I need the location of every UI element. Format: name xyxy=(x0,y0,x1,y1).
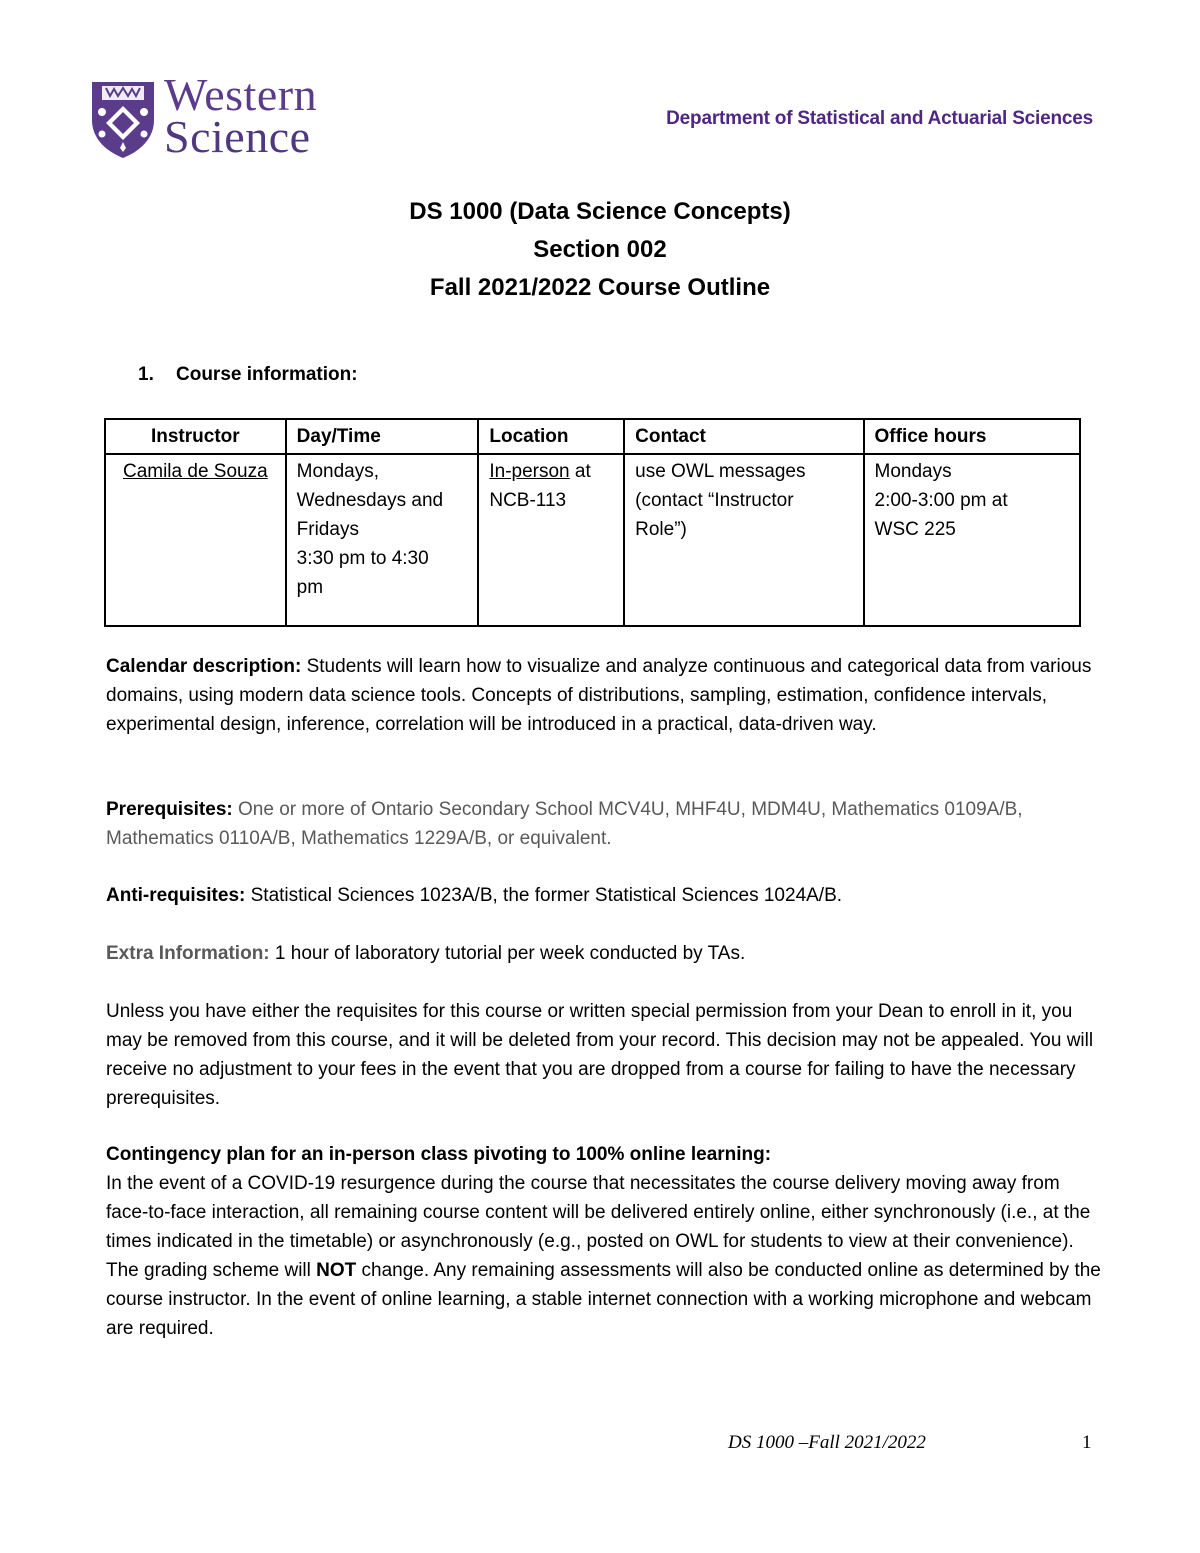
contingency-not: NOT xyxy=(316,1260,357,1281)
extra-text: 1 hour of laboratory tutorial per week conducted by TAs. xyxy=(269,943,746,964)
location-at: at xyxy=(569,461,591,482)
office-line: 2:00-3:00 pm at xyxy=(874,490,1008,511)
antirequisites-text: Statistical Sciences 1023A/B, the former Statistical Sciences 1024A/B. xyxy=(245,885,843,906)
page-number: 1 xyxy=(1082,1432,1092,1453)
title-line1: DS 1000 (Data Science Concepts) xyxy=(409,198,791,225)
contingency-text-after: change. Any remaining assessments will also be conducted online as determined by the course instructor. In the event of online learning, a stable internet connection with a working microphone and webcam are required. xyxy=(106,1260,1101,1339)
location-mode: In-person xyxy=(489,461,570,482)
calendar-text: Students will learn how to visualize and analyze continuous and categorical data from various domains, using modern data science tools. Concepts of distributions, sampling, estimation, confidence intervals, experimental design, inference, correlation will be introduced in a practical, data-driven way. xyxy=(106,656,1092,735)
contact-line: use OWL messages xyxy=(635,461,806,482)
daytime-line: Fridays xyxy=(296,519,359,540)
header-contact: Contact xyxy=(624,419,863,454)
cell-instructor xyxy=(105,454,286,626)
extra-label: Extra Information: xyxy=(106,943,270,964)
extra-information xyxy=(106,939,1101,968)
title-line3: Fall 2021/2022 Course Outline xyxy=(429,274,771,301)
office-line: Mondays xyxy=(874,461,952,482)
table-row xyxy=(105,454,1080,626)
document-title xyxy=(0,193,1200,307)
header-daytime: Day/Time xyxy=(286,419,479,454)
western-science-logo xyxy=(88,69,338,162)
cell-office-hours xyxy=(864,454,1080,626)
instructor-link[interactable]: Camila de Souza xyxy=(122,461,268,482)
daytime-line: pm xyxy=(296,577,324,598)
contact-line: Role”) xyxy=(635,519,687,540)
daytime-line: 3:30 pm to 4:30 xyxy=(296,548,429,569)
contact-line: (contact “Instructor xyxy=(635,490,794,511)
daytime-line: Mondays, xyxy=(296,461,380,482)
antirequisites xyxy=(106,881,1101,910)
location-room: NCB-113 xyxy=(489,490,567,511)
header-instructor: Instructor xyxy=(105,419,286,454)
logo-line2: Science xyxy=(164,111,311,162)
prerequisites-text: One or more of Ontario Secondary School MCV4U, MHF4U, MDM4U, Mathematics 0109A/B, Mathematics 0110A/B, Mathematics 1229A/B, or equivalent. xyxy=(106,799,1023,849)
department-name: Department of Statistical and Actuarial Sciences xyxy=(666,108,1093,129)
contingency-heading: Contingency plan for an in-person class pivoting to 100% online learning: xyxy=(106,1144,772,1165)
footer-course: DS 1000 –Fall 2021/2022 xyxy=(728,1432,926,1453)
calendar-label: Calendar description: xyxy=(106,656,302,677)
cell-contact xyxy=(624,454,863,626)
logo-line1: Western xyxy=(164,69,318,120)
header-office-hours: Office hours xyxy=(864,419,1080,454)
contingency-plan xyxy=(106,1140,1101,1343)
section-title: Course information: xyxy=(176,364,358,385)
prerequisites-label: Prerequisites: xyxy=(106,799,233,820)
cell-daytime xyxy=(286,454,479,626)
daytime-line: Wednesdays and xyxy=(296,490,444,511)
section-number: 1. xyxy=(138,364,154,385)
title-line2: Section 002 xyxy=(533,236,667,263)
requisites-notice: Unless you have either the requisites for this course or written special permission from your Dean to enroll in it, you may be removed from this course, and it will be deleted from your record. This decision may not be appealed. You will receive no adjustment to your fees in the event that you are dropped from a course for failing to have the necessary prerequisites. xyxy=(106,1001,1094,1109)
office-line: WSC 225 xyxy=(874,519,956,540)
course-info-table xyxy=(104,418,1081,627)
prerequisites xyxy=(106,795,1101,853)
contingency-text-before: In the event of a COVID-19 resurgence during the course that necessitates the course delivery moving away from face-to-face interaction, all remaining course content will be delivered entirely online, either synchronously (i.e., at the times indicated in the timetable) or asynchronously (e.g., posted on OWL for students to view at their convenience). The grading scheme will xyxy=(106,1173,1091,1281)
header-location: Location xyxy=(478,419,624,454)
calendar-description xyxy=(106,652,1101,739)
table-header-row xyxy=(105,419,1080,454)
cell-location xyxy=(478,454,624,626)
logo-wordmark xyxy=(164,69,318,162)
shield-crest-icon xyxy=(88,76,158,160)
contingency-text xyxy=(106,1169,1101,1343)
antirequisites-label: Anti-requisites: xyxy=(106,885,246,906)
